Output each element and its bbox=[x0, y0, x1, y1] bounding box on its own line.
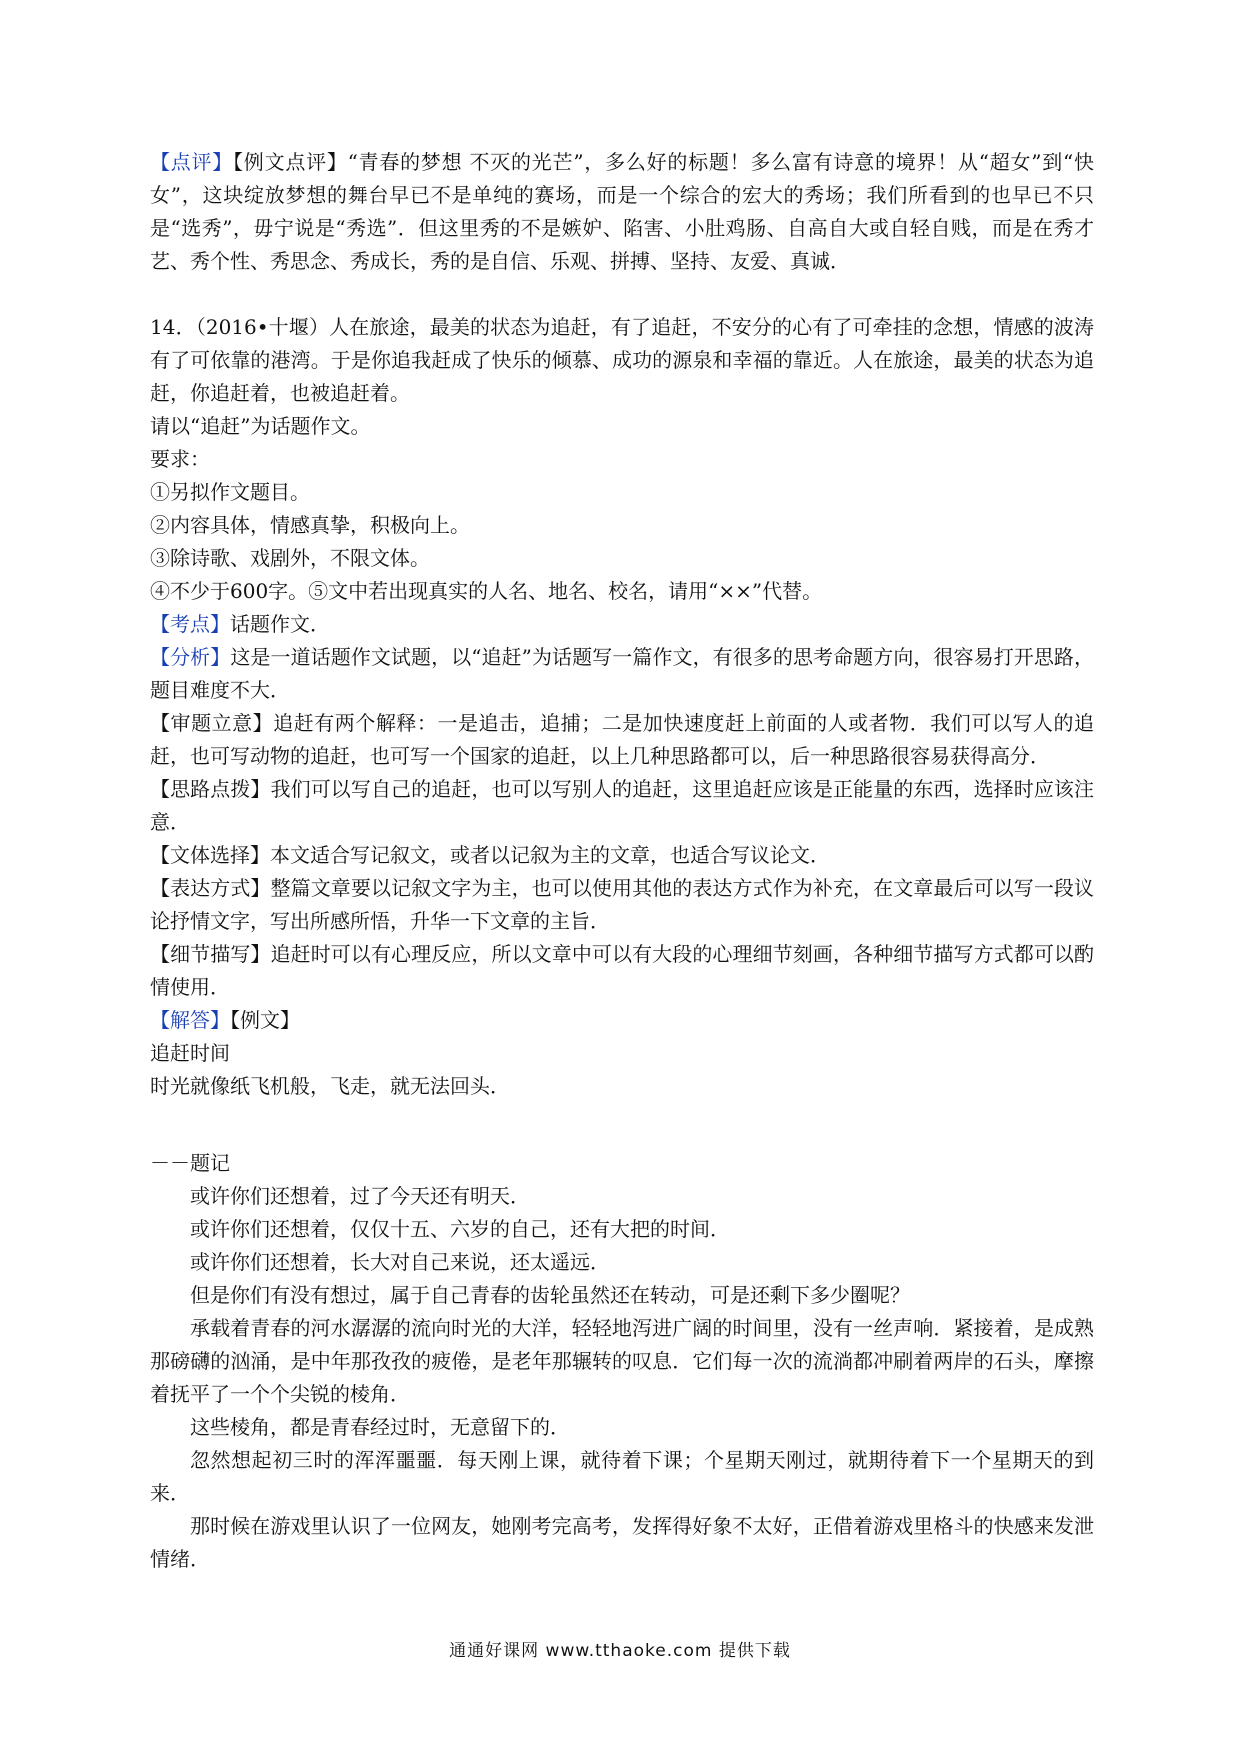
page-footer: 通通好课网 www.tthaoke.com 提供下载 bbox=[449, 1641, 791, 1661]
review-text: 【例文点评】“青春的梦想 不灭的光芒”，多么好的标题！多么富有诗意的境界！从“超女”到“快女”，这块绽放梦想的舞台早已不是单纯的赛场，而是一个综合的宏大的秀场；我们所看到的也早已不只是“选秀”，毋宁说是“秀选”．但这里秀的不是嫉妒、陷害、小肚鸡肠、自高自大或自轻自贱，而是在秀才艺、秀个性、秀思念、秀成长，秀的是自信、乐观、拼搏、坚持、友爱、真诚． bbox=[150, 150, 1094, 273]
spacer bbox=[150, 278, 1094, 311]
essay-paragraph: 承载着青春的河水潺潺的流向时光的大洋，轻轻地泻进广阔的时间里，没有一丝声响．紧接着，是成熟那磅礴的汹涌，是中年那孜孜的疲倦，是老年那辗转的叹息．它们每一次的流淌都冲刷着两岸的石头，摩擦着抚平了一个个尖锐的棱角． bbox=[150, 1316, 1094, 1406]
essay-paragraph: 或许你们还想着，长大对自己来说，还太遥远． bbox=[190, 1250, 610, 1274]
jieda-text: 【例文】 bbox=[230, 1008, 300, 1032]
fenxi-paragraph bbox=[150, 641, 1094, 707]
review-tag: 【点评】 bbox=[150, 150, 234, 174]
essay-title: 追赶时间 bbox=[150, 1041, 230, 1065]
essay-epigraph: 时光就像纸飞机般，飞走，就无法回头． bbox=[150, 1074, 510, 1098]
question-instruction: 请以“追赶”为话题作文。 bbox=[150, 414, 371, 438]
kaodian-tag: 【考点】 bbox=[150, 612, 230, 636]
epigraph-note: －－题记 bbox=[150, 1151, 230, 1175]
essay-paragraph: 或许你们还想着，仅仅十五、六岁的自己，还有大把的时间． bbox=[190, 1217, 730, 1241]
essay-paragraph: 或许你们还想着，过了今天还有明天． bbox=[190, 1184, 530, 1208]
kaodian-paragraph bbox=[150, 608, 1094, 641]
xijie-paragraph: 【细节描写】追赶时可以有心理反应，所以文章中可以有大段的心理细节刻画，各种细节描写方式都可以酌情使用． bbox=[150, 942, 1094, 999]
requirements-label: 要求： bbox=[150, 447, 210, 471]
essay-paragraph: 但是你们有没有想过，属于自己青春的齿轮虽然还在转动，可是还剩下多少圈呢？ bbox=[190, 1283, 910, 1307]
biaoda-paragraph: 【表达方式】整篇文章要以记叙文字为主，也可以使用其他的表达方式作为补充，在文章最后可以写一段议论抒情文字，写出所感所悟，升华一下文章的主旨． bbox=[150, 876, 1094, 933]
essay-paragraph: 那时候在游戏里认识了一位网友，她刚考完高考，发挥得好象不太好，正借着游戏里格斗的快感来发泄情绪． bbox=[150, 1514, 1094, 1571]
wenti-paragraph: 【文体选择】本文适合写记叙文，或者以记叙为主的文章，也适合写议论文． bbox=[150, 843, 830, 867]
kaodian-text: 话题作文． bbox=[230, 612, 330, 636]
requirement-item: ①另拟作文题目。 bbox=[150, 480, 310, 504]
silu-paragraph: 【思路点拨】我们可以写自己的追赶，也可以写别人的追赶，这里追赶应该是正能量的东西，选择时应该注意． bbox=[150, 777, 1094, 834]
jieda-tag: 【解答】 bbox=[150, 1008, 230, 1032]
requirement-item: ④不少于600字。⑤文中若出现真实的人名、地名、校名，请用“××”代替。 bbox=[150, 579, 823, 603]
essay-paragraph: 忽然想起初三时的浑浑噩噩．每天刚上课，就待着下课；个星期天刚过，就期待着下一个星期天的到来． bbox=[150, 1448, 1094, 1505]
requirement-item: ③除诗歌、戏剧外，不限文体。 bbox=[150, 546, 430, 570]
fenxi-tag: 【分析】 bbox=[150, 645, 231, 669]
requirement-item: ②内容具体，情感真挚，积极向上。 bbox=[150, 513, 470, 537]
spacer bbox=[150, 1103, 1094, 1147]
fenxi-text: 这是一道话题作文试题，以“追赶”为话题写一篇作文，有很多的思考命题方向，很容易打开思路，题目难度不大． bbox=[150, 645, 1095, 702]
jieda-paragraph bbox=[150, 1004, 1094, 1037]
document-body bbox=[150, 146, 1094, 1576]
question-stem: 14．（2016•十堰）人在旅途，最美的状态为追赶，有了追赶，不安分的心有了可牵挂的念想，情感的波涛有了可依靠的港湾。于是你追我赶成了快乐的倾慕、成功的源泉和幸福的靠近。人在旅途，最美的状态为追赶，你追赶着，也被追赶着。 bbox=[150, 315, 1094, 405]
essay-paragraph: 这些棱角，都是青春经过时，无意留下的． bbox=[190, 1415, 570, 1439]
review-paragraph bbox=[150, 146, 1094, 278]
shenti-paragraph: 【审题立意】追赶有两个解释：一是追击，追捕；二是加快速度赶上前面的人或者物．我们可以写人的追赶，也可写动物的追赶，也可写一个国家的追赶，以上几种思路都可以，后一种思路很容易获得高分． bbox=[150, 711, 1094, 768]
